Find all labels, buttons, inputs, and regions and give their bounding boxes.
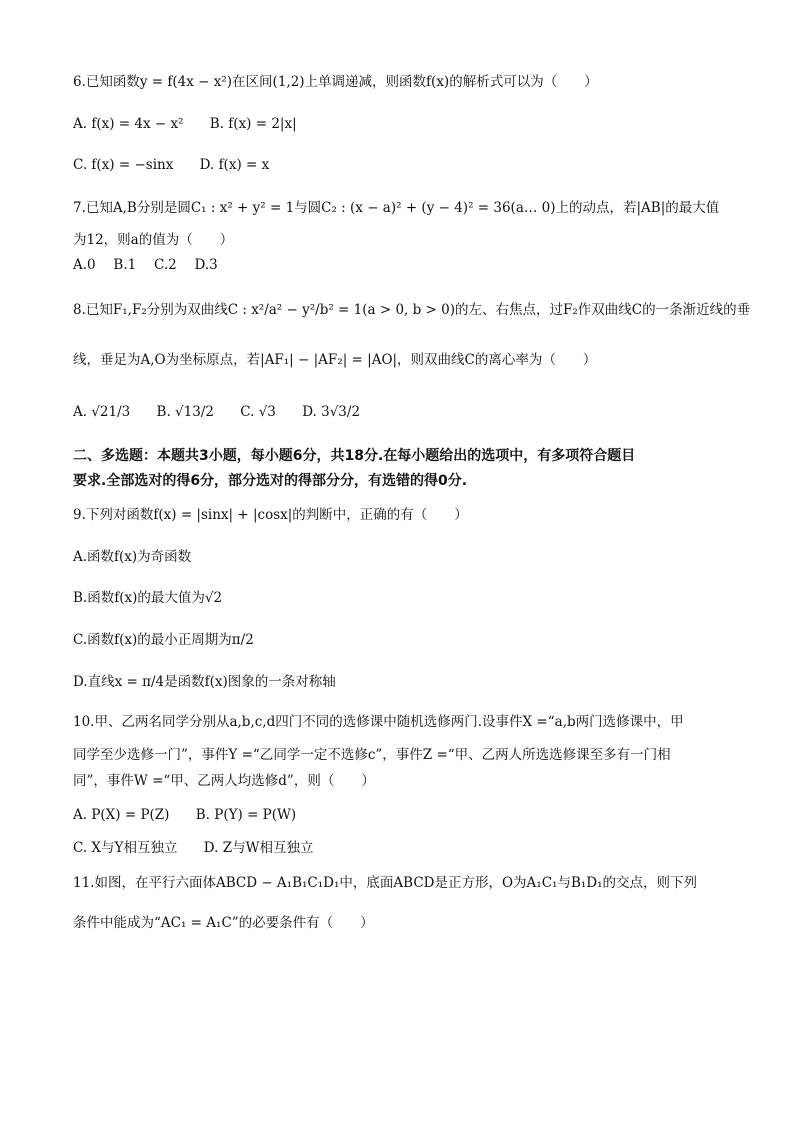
q6-stem: 6.已知函数y = f(4x − x²)在区间(1,2)上单调递减，则函数f(x)的解析式可以为（ ） xyxy=(73,74,598,90)
q11-stem-line2: 条件中能成为“AC₁ = A₁C”的必要条件有（ ） xyxy=(73,915,374,931)
q8-options xyxy=(73,402,382,422)
q7-stem-line2: 为12，则a的值为（ ） xyxy=(73,232,234,248)
q10-option-d: D. Z与W相互独立 xyxy=(203,840,314,856)
section-heading-line1: 二、多选题：本题共3小题，每小题6分，共18分.在每小题给出的选项中，有多项符合题目 xyxy=(73,448,636,464)
q10-stem-line2: 同学至少选修一门”，事件Y =“乙同学一定不选修c”，事件Z =“甲、乙两人所选选修课至多有一门相 xyxy=(73,747,671,763)
q7-options: A.0 B.1 C.2 D.3 xyxy=(73,257,218,273)
q10-stem-line3: 同”，事件W =“甲、乙两人均选修d”，则（ ） xyxy=(73,773,375,789)
q8-option-d: D. 3√3/2 xyxy=(302,404,361,420)
q9-option-a: A.函数f(x)为奇函数 xyxy=(73,549,192,565)
q10-option-c: C. X与Y相互独立 xyxy=(73,840,178,856)
q6-options-cd xyxy=(73,155,291,175)
q10-options-cd xyxy=(73,838,335,858)
q11-stem-line1: 11.如图，在平行六面体ABCD − A₁B₁C₁D₁中，底面ABCD是正方形，O为A₁C₁与B₁D₁的交点，则下列 xyxy=(73,875,698,891)
q8-stem-line1: 8.已知F₁,F₂分别为双曲线C : x²/a² − y²/b² = 1(a > 0, b > 0)的左、右焦点，过F₂作双曲线C的一条渐近线的垂 xyxy=(73,302,751,318)
q7-stem-line1: 7.已知A,B分别是圆C₁ : x² + y² = 1与圆C₂ : (x − a)² + (y − 4)² = 36(a… 0)上的动点，若|AB|的最大值 xyxy=(73,200,720,216)
q6-options-ab xyxy=(73,114,319,134)
q6-option-b: B. f(x) = 2|x| xyxy=(209,116,297,132)
section-heading-line2: 要求.全部选对的得6分，部分选对的得部分分，有选错的得0分. xyxy=(73,473,468,489)
q10-options-ab xyxy=(73,805,318,825)
q10-option-b: B. P(Y) = P(W) xyxy=(195,807,297,823)
q8-option-b: B. √13/2 xyxy=(156,404,214,420)
q6-option-d: D. f(x) = x xyxy=(199,157,270,173)
q6-option-a: A. f(x) = 4x − x² xyxy=(73,116,184,132)
q9-option-b: B.函数f(x)的最大值为√2 xyxy=(73,590,223,606)
q8-option-a: A. √21/3 xyxy=(73,404,131,420)
q8-stem-line2: 线，垂足为A,O为坐标原点，若|AF₁| − |AF₂| = |AO|，则双曲线C的离心率为（ ） xyxy=(73,352,597,368)
q6-option-c: C. f(x) = −sinx xyxy=(73,157,174,173)
q10-option-a: A. P(X) = P(Z) xyxy=(73,807,170,823)
q9-stem: 9.下列对函数f(x) = |sinx| + |cosx|的判断中，正确的有（ ） xyxy=(73,507,468,523)
q8-option-c: C. √3 xyxy=(240,404,276,420)
q9-option-c: C.函数f(x)的最小正周期为π/2 xyxy=(73,632,254,648)
q9-option-d: D.直线x = π/4是函数f(x)图象的一条对称轴 xyxy=(73,674,336,690)
q10-stem-line1: 10.甲、乙两名同学分别从a,b,c,d四门不同的选修课中随机选修两门.设事件X =“a,b两门选修课中，甲 xyxy=(73,714,684,730)
